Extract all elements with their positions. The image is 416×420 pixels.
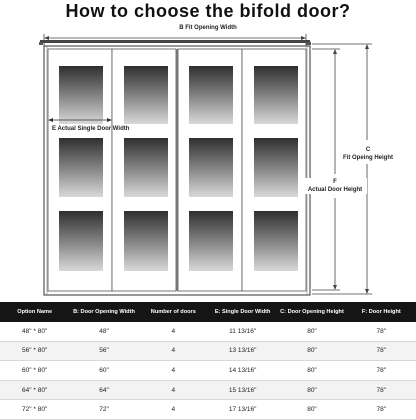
cell-opening-width: 56": [69, 341, 138, 361]
cell-opening-height: 80": [277, 322, 346, 341]
cell-single-door-width: 14 13/16": [208, 361, 277, 381]
door-track: [39, 40, 311, 45]
opening-height-letter: C: [365, 147, 371, 153]
page-title: How to choose the bifold door?: [65, 1, 351, 21]
cell-single-door-width: 17 13/16": [208, 400, 277, 420]
cell-door-height: 78": [347, 361, 416, 381]
door-panel-1: [48, 49, 112, 291]
table-row: [0, 341, 416, 361]
cell-door-height: 78": [347, 400, 416, 420]
table-header-row: [0, 302, 416, 322]
cell-single-door-width: 15 13/16": [208, 380, 277, 400]
cell-opening-width: 72": [69, 400, 138, 420]
size-table: [0, 302, 416, 420]
door-height-text: Actual Door Height: [307, 187, 363, 193]
cell-option-name: 60" * 80": [0, 361, 69, 381]
header-option-name: Option Name: [0, 302, 69, 322]
opening-width-label: B Fit Opening Width: [179, 25, 237, 31]
opening-height-text: Fit Opeing Height: [343, 155, 393, 161]
cell-number-of-doors: 4: [139, 380, 208, 400]
cell-opening-width: 48": [69, 322, 138, 341]
opening-height-label: [338, 146, 398, 162]
table-row: [0, 400, 416, 420]
cell-option-name: 72" * 80": [0, 400, 69, 420]
door-height-dimension: [312, 49, 340, 290]
cell-door-height: 78": [347, 341, 416, 361]
cell-number-of-doors: 4: [139, 400, 208, 420]
cell-door-height: 78": [347, 380, 416, 400]
table-row: [0, 380, 416, 400]
cell-single-door-width: 13 13/16": [208, 341, 277, 361]
single-door-width-label: E Actual Single Door Width: [52, 126, 130, 132]
table-row: [0, 361, 416, 381]
door-height-label: [303, 178, 367, 194]
cell-option-name: 56" * 80": [0, 341, 69, 361]
cell-number-of-doors: 4: [139, 341, 208, 361]
cell-option-name: 48" * 80": [0, 322, 69, 341]
header-number-of-doors: Number of doors: [139, 302, 208, 322]
header-single-door-width: E: Single Door Width: [208, 302, 277, 322]
cell-number-of-doors: 4: [139, 322, 208, 341]
cell-door-height: 78": [347, 322, 416, 341]
cell-opening-height: 80": [277, 361, 346, 381]
door-height-letter: F: [333, 179, 337, 185]
header-opening-width: B: Door Opening Width: [69, 302, 138, 322]
cell-opening-width: 60": [69, 361, 138, 381]
cell-opening-height: 80": [277, 400, 346, 420]
door-panel-3: [178, 49, 242, 291]
cell-number-of-doors: 4: [139, 361, 208, 381]
door-panel-2: [112, 49, 176, 291]
cell-opening-width: 64": [69, 380, 138, 400]
cell-opening-height: 80": [277, 341, 346, 361]
table-row: [0, 322, 416, 341]
cell-single-door-width: 11 13/16": [208, 322, 277, 341]
opening-height-dimension: [312, 44, 372, 294]
cell-opening-height: 80": [277, 380, 346, 400]
cell-option-name: 64" * 80": [0, 380, 69, 400]
door-panel-4: [242, 49, 306, 291]
header-opening-height: C: Door Opening Height: [277, 302, 346, 322]
header-door-height: F: Door Height: [347, 302, 416, 322]
